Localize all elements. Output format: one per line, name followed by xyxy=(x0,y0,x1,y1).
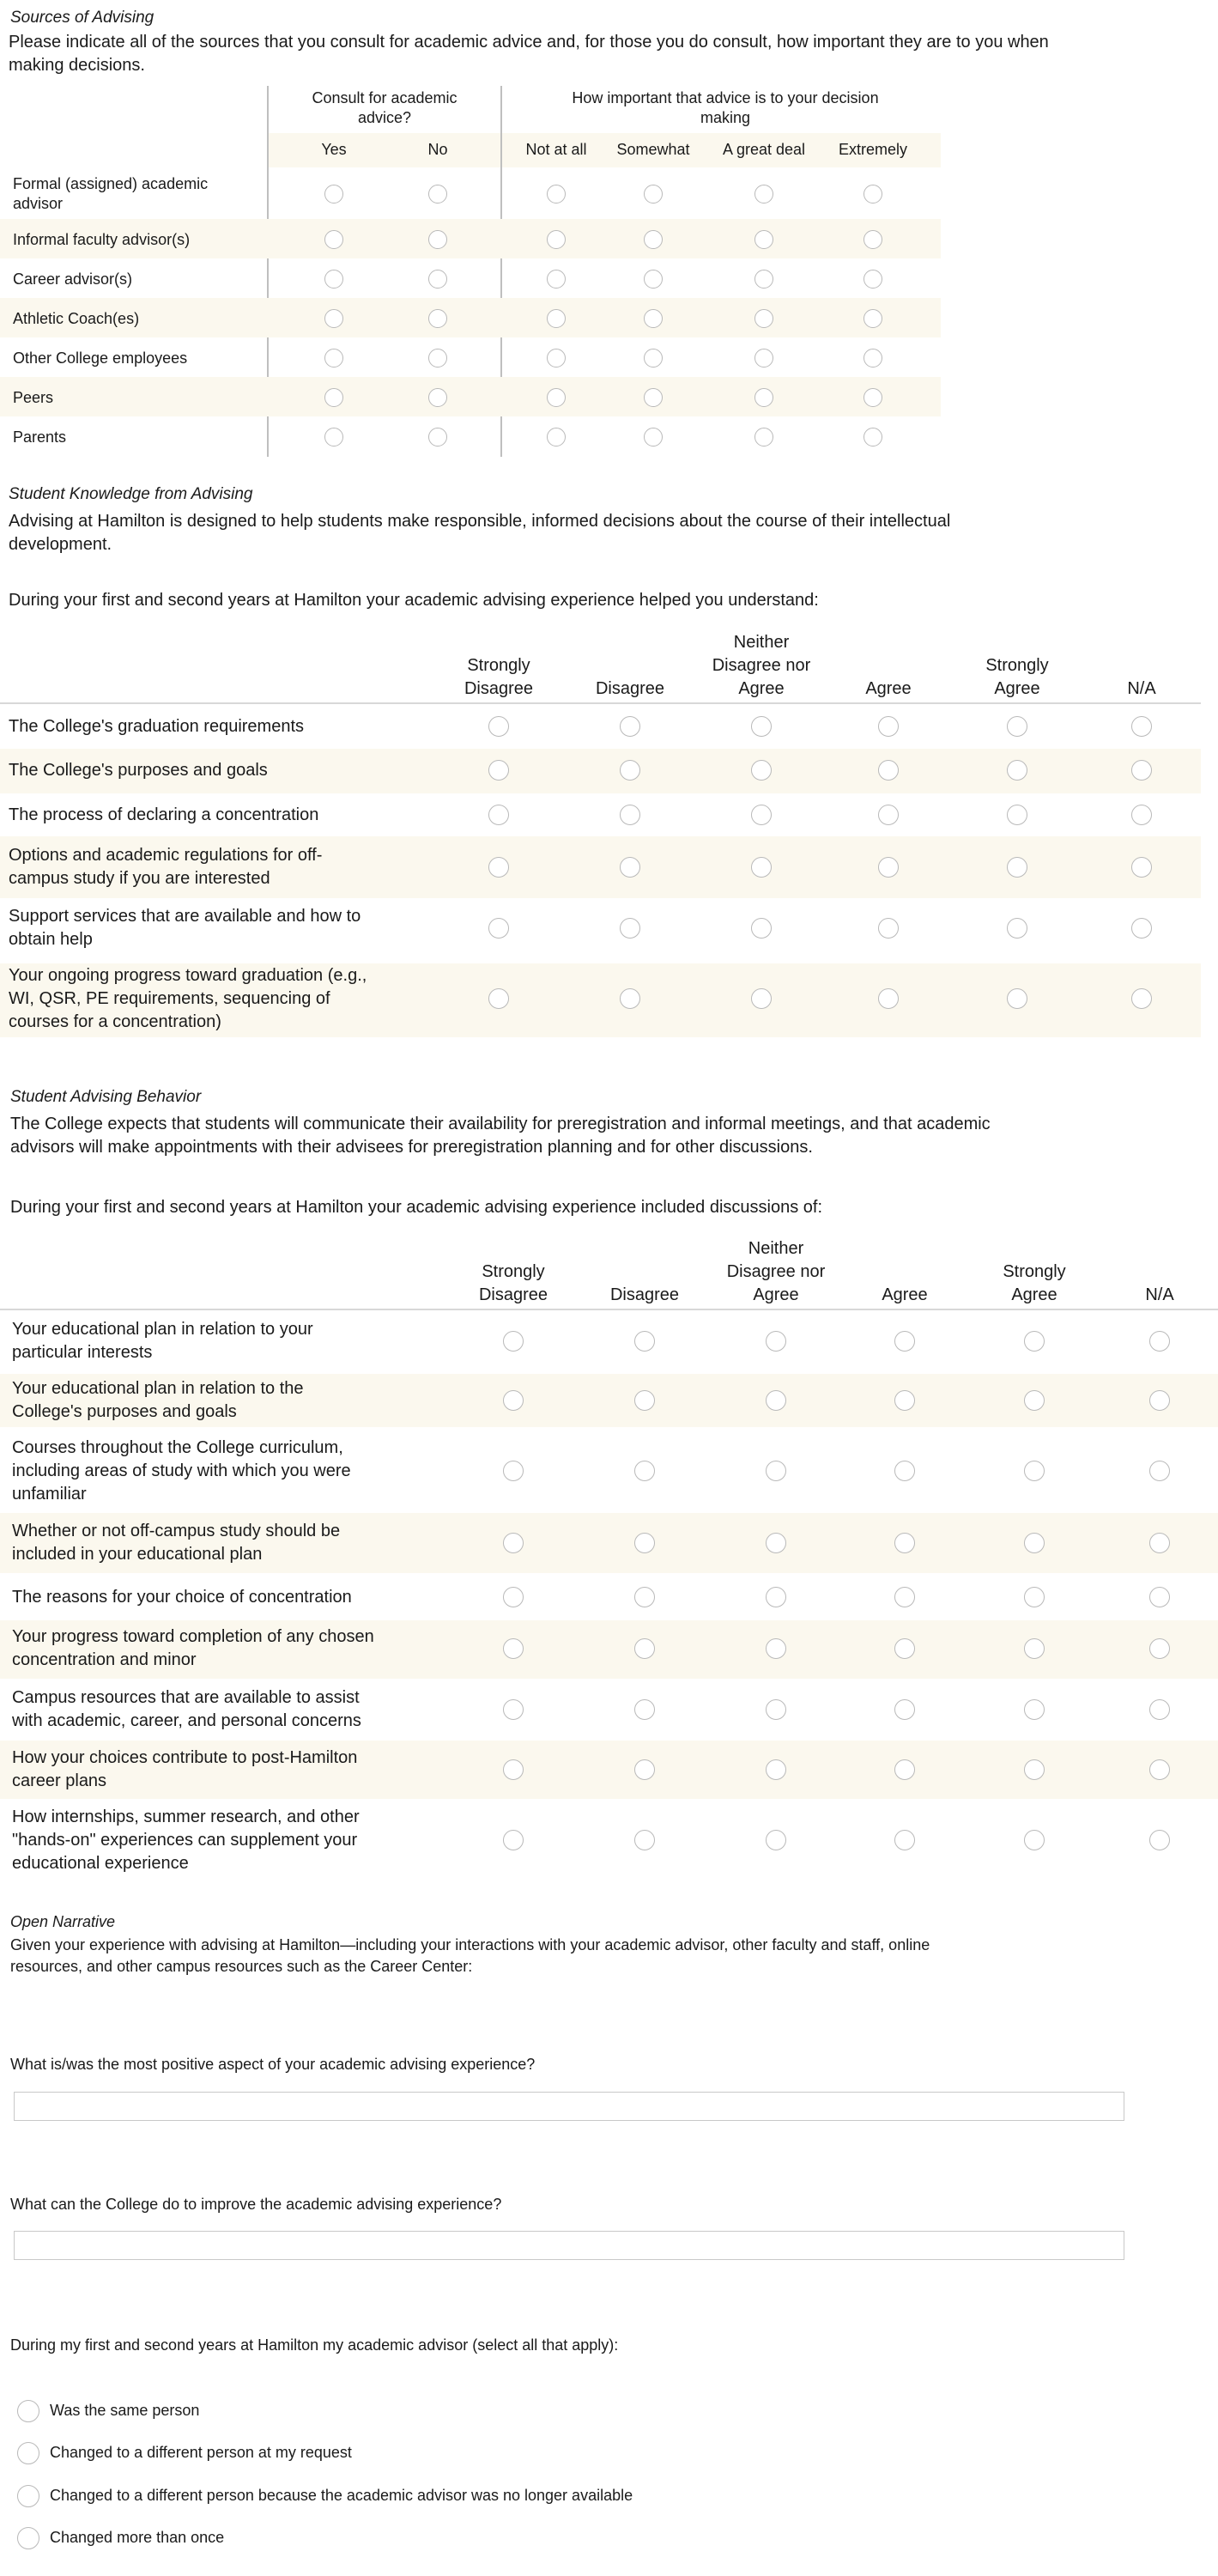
radio-button[interactable] xyxy=(878,988,899,1009)
behavior-column-header: Disagree xyxy=(609,1285,680,1304)
select-option-circle[interactable] xyxy=(17,2485,39,2507)
sources-column-header: Not at all xyxy=(525,141,587,158)
select-option-circle[interactable] xyxy=(17,2400,39,2422)
radio-button[interactable] xyxy=(1131,760,1152,781)
radio-button[interactable] xyxy=(751,760,772,781)
radio-button[interactable] xyxy=(766,1699,786,1720)
behavior-row-label: Whether or not off-campus study should be xyxy=(12,1522,341,1540)
sources-row-label: Other College employees xyxy=(13,349,188,367)
radio-button[interactable] xyxy=(1149,1461,1170,1481)
radio-button[interactable] xyxy=(1131,918,1152,939)
radio-button[interactable] xyxy=(754,185,773,204)
radio-button[interactable] xyxy=(428,428,447,447)
knowledge-prompt: During your first and second years at Hamilton your academic advising experience helped you understand: xyxy=(9,591,819,610)
advisor-change-question: During my first and second years at Hamilton my academic advisor (select all that apply): xyxy=(10,2336,619,2354)
behavior-description-line-2: advisors will make appointments with their advisees for preregistration planning and for other discussions. xyxy=(10,1138,813,1157)
radio-button[interactable] xyxy=(1007,857,1027,878)
radio-button[interactable] xyxy=(324,428,343,447)
behavior-row-label: Your educational plan in relation to your xyxy=(12,1320,313,1339)
radio-button[interactable] xyxy=(503,1699,524,1720)
select-option-label: Changed to a different person at my request xyxy=(50,2444,352,2461)
sources-column-header: Somewhat xyxy=(616,141,690,158)
radio-button[interactable] xyxy=(644,428,663,447)
radio-button[interactable] xyxy=(428,309,447,328)
behavior-row-label: Your progress toward completion of any chosen xyxy=(12,1627,374,1646)
behavior-row-label: unfamiliar xyxy=(12,1484,87,1504)
sources-row-label: Parents xyxy=(13,428,67,446)
radio-button[interactable] xyxy=(547,270,566,289)
radio-button[interactable] xyxy=(428,230,447,249)
radio-button[interactable] xyxy=(634,1331,655,1352)
knowledge-row-label: WI, QSR, PE requirements, sequencing of xyxy=(9,988,330,1008)
radio-button[interactable] xyxy=(324,230,343,249)
behavior-row-label: "hands-on" experiences can supplement your xyxy=(12,1830,358,1850)
radio-button[interactable] xyxy=(864,230,882,249)
radio-button[interactable] xyxy=(751,988,772,1009)
narrative-description-line-2: resources, and other campus resources such as the Career Center: xyxy=(10,1958,473,1975)
radio-button[interactable] xyxy=(488,805,509,825)
radio-button[interactable] xyxy=(766,1533,786,1553)
sources-description-line-1: Please indicate all of the sources that you consult for academic advice and, for those you do consult, how important they are to you when xyxy=(9,33,1049,52)
radio-button[interactable] xyxy=(324,349,343,368)
select-option-circle[interactable] xyxy=(17,2442,39,2464)
knowledge-column-header: Agree xyxy=(738,679,785,698)
radio-button[interactable] xyxy=(634,1533,655,1553)
radio-button[interactable] xyxy=(894,1390,915,1411)
row-stripe xyxy=(0,377,941,416)
knowledge-row-label: The College's purposes and goals xyxy=(9,760,268,780)
radio-button[interactable] xyxy=(1024,1331,1045,1352)
radio-button[interactable] xyxy=(894,1461,915,1481)
knowledge-description-line-1: Advising at Hamilton is designed to help students make responsible, informed decisions about the course of their intellectual xyxy=(9,512,951,531)
radio-button[interactable] xyxy=(864,185,882,204)
radio-button[interactable] xyxy=(894,1533,915,1553)
radio-button[interactable] xyxy=(1149,1587,1170,1607)
radio-button[interactable] xyxy=(894,1331,915,1352)
radio-button[interactable] xyxy=(488,857,509,878)
behavior-column-header: Agree xyxy=(882,1285,928,1304)
radio-button[interactable] xyxy=(503,1461,524,1481)
behavior-column-header: Disagree nor xyxy=(726,1262,826,1281)
radio-button[interactable] xyxy=(634,1638,655,1659)
radio-button[interactable] xyxy=(503,1331,524,1352)
radio-button[interactable] xyxy=(878,760,899,781)
knowledge-row-label: courses for a concentration) xyxy=(9,1012,221,1031)
row-stripe xyxy=(0,298,941,337)
radio-button[interactable] xyxy=(1131,716,1152,737)
radio-button[interactable] xyxy=(766,1390,786,1411)
behavior-prompt: During your first and second years at Hamilton your academic advising experience included discussions of: xyxy=(10,1198,823,1217)
behavior-row-label: particular interests xyxy=(12,1343,153,1362)
behavior-column-header: Strongly xyxy=(482,1262,545,1281)
radio-button[interactable] xyxy=(1007,988,1027,1009)
radio-button[interactable] xyxy=(894,1830,915,1850)
behavior-row-label: College's purposes and goals xyxy=(12,1402,237,1421)
behavior-column-header: N/A xyxy=(1145,1285,1174,1304)
behavior-row-label: Your educational plan in relation to the xyxy=(12,1379,304,1398)
radio-button[interactable] xyxy=(1149,1390,1170,1411)
radio-button[interactable] xyxy=(620,988,640,1009)
select-option-label: Was the same person xyxy=(50,2402,200,2419)
radio-button[interactable] xyxy=(634,1461,655,1481)
radio-button[interactable] xyxy=(503,1390,524,1411)
behavior-row-label: with academic, career, and personal concerns xyxy=(12,1711,361,1730)
behavior-row-label: The reasons for your choice of concentration xyxy=(12,1587,352,1607)
radio-button[interactable] xyxy=(1007,918,1027,939)
radio-button[interactable] xyxy=(1007,805,1027,825)
radio-button[interactable] xyxy=(878,857,899,878)
knowledge-column-header: Disagree xyxy=(595,679,665,698)
sources-row-label: Informal faculty advisor(s) xyxy=(13,231,191,248)
radio-button[interactable] xyxy=(1024,1759,1045,1780)
behavior-row-label: concentration and minor xyxy=(12,1650,197,1669)
radio-button[interactable] xyxy=(634,1390,655,1411)
radio-button[interactable] xyxy=(864,388,882,407)
radio-button[interactable] xyxy=(864,309,882,328)
sources-column-header: A great deal xyxy=(722,141,806,158)
behavior-header-rule xyxy=(0,1309,1218,1310)
behavior-column-header: Strongly xyxy=(1003,1262,1066,1281)
radio-button[interactable] xyxy=(766,1331,786,1352)
radio-button[interactable] xyxy=(620,857,640,878)
radio-button[interactable] xyxy=(751,716,772,737)
radio-button[interactable] xyxy=(547,428,566,447)
radio-button[interactable] xyxy=(1007,760,1027,781)
behavior-column-header: Disagree xyxy=(478,1285,548,1304)
positive-aspect-input[interactable] xyxy=(14,2092,1124,2121)
radio-button[interactable] xyxy=(503,1587,524,1607)
select-option-circle[interactable] xyxy=(17,2527,39,2549)
knowledge-row-label: Options and academic regulations for off- xyxy=(9,846,323,865)
knowledge-column-header: Disagree nor xyxy=(712,656,811,675)
behavior-row-label: Campus resources that are available to assist xyxy=(12,1688,360,1707)
radio-button[interactable] xyxy=(754,349,773,368)
radio-button[interactable] xyxy=(878,805,899,825)
sources-section-title: Sources of Advising xyxy=(10,9,155,27)
radio-button[interactable] xyxy=(503,1638,524,1659)
behavior-column-header: Agree xyxy=(753,1285,799,1304)
select-option-label: Changed more than once xyxy=(50,2529,225,2546)
knowledge-column-header: Strongly xyxy=(467,656,530,675)
knowledge-column-header: Disagree xyxy=(464,679,534,698)
sources-row-label-line-2: advisor xyxy=(13,195,64,212)
radio-button[interactable] xyxy=(1149,1638,1170,1659)
knowledge-column-header: Agree xyxy=(994,679,1040,698)
behavior-column-header: Neither xyxy=(748,1239,804,1258)
knowledge-row-label: Your ongoing progress toward graduation (e.g., xyxy=(9,965,367,985)
select-option-label: Changed to a different person because the academic advisor was no longer available xyxy=(50,2487,633,2504)
knowledge-column-header: Strongly xyxy=(985,656,1049,675)
behavior-row-label: How internships, summer research, and other xyxy=(12,1807,360,1826)
behavior-row-label: included in your educational plan xyxy=(12,1545,263,1564)
radio-button[interactable] xyxy=(503,1759,524,1780)
radio-button[interactable] xyxy=(1149,1759,1170,1780)
knowledge-header-rule xyxy=(0,702,1201,704)
radio-button[interactable] xyxy=(488,918,509,939)
importance-group-header-line-2: making xyxy=(700,109,751,126)
radio-button[interactable] xyxy=(1024,1461,1045,1481)
behavior-row-label: How your choices contribute to post-Hamilton xyxy=(12,1748,358,1767)
sources-row-label: Formal (assigned) academic xyxy=(13,175,209,192)
radio-button[interactable] xyxy=(754,270,773,289)
positive-aspect-question: What is/was the most positive aspect of your academic advising experience? xyxy=(10,2056,536,2073)
importance-group-header-line-1: How important that advice is to your decision xyxy=(572,89,879,106)
radio-button[interactable] xyxy=(620,716,640,737)
radio-button[interactable] xyxy=(766,1461,786,1481)
improve-question: What can the College do to improve the academic advising experience? xyxy=(10,2196,502,2213)
sources-description-line-2: making decisions. xyxy=(9,56,145,75)
consult-group-header-line-2: advice? xyxy=(357,109,412,126)
radio-button[interactable] xyxy=(1024,1533,1045,1553)
radio-button[interactable] xyxy=(620,760,640,781)
radio-button[interactable] xyxy=(634,1830,655,1850)
radio-button[interactable] xyxy=(894,1699,915,1720)
radio-button[interactable] xyxy=(324,388,343,407)
narrative-section-title: Open Narrative xyxy=(10,1913,116,1930)
improve-input[interactable] xyxy=(14,2231,1124,2260)
radio-button[interactable] xyxy=(428,270,447,289)
radio-button[interactable] xyxy=(754,309,773,328)
radio-button[interactable] xyxy=(894,1759,915,1780)
knowledge-row-label: The College's graduation requirements xyxy=(9,716,305,736)
radio-button[interactable] xyxy=(644,388,663,407)
radio-button[interactable] xyxy=(751,805,772,825)
radio-button[interactable] xyxy=(1131,988,1152,1009)
knowledge-column-header: Agree xyxy=(865,679,912,698)
radio-button[interactable] xyxy=(644,230,663,249)
behavior-column-header: Agree xyxy=(1011,1285,1057,1304)
sources-column-header: Yes xyxy=(321,141,347,158)
knowledge-row-label: The process of declaring a concentration xyxy=(9,805,319,824)
radio-button[interactable] xyxy=(754,428,773,447)
sources-row-label: Peers xyxy=(13,389,54,406)
behavior-section-title: Student Advising Behavior xyxy=(10,1088,202,1106)
radio-button[interactable] xyxy=(547,349,566,368)
sources-row-label: Career advisor(s) xyxy=(13,270,133,288)
radio-button[interactable] xyxy=(503,1830,524,1850)
radio-button[interactable] xyxy=(428,349,447,368)
knowledge-row-label: campus study if you are interested xyxy=(9,869,270,888)
radio-button[interactable] xyxy=(428,388,447,407)
radio-button[interactable] xyxy=(547,388,566,407)
radio-button[interactable] xyxy=(766,1830,786,1850)
radio-button[interactable] xyxy=(894,1587,915,1607)
radio-button[interactable] xyxy=(1149,1830,1170,1850)
radio-button[interactable] xyxy=(1007,716,1027,737)
knowledge-row-label: Support services that are available and how to xyxy=(9,907,361,926)
radio-button[interactable] xyxy=(766,1638,786,1659)
radio-button[interactable] xyxy=(751,918,772,939)
sources-column-header: Extremely xyxy=(838,141,907,158)
radio-button[interactable] xyxy=(878,918,899,939)
knowledge-column-header: N/A xyxy=(1127,679,1156,698)
knowledge-section-title: Student Knowledge from Advising xyxy=(9,485,253,503)
behavior-row-label: including areas of study with which you were xyxy=(12,1461,351,1480)
radio-button[interactable] xyxy=(878,716,899,737)
behavior-description-line-1: The College expects that students will communicate their availability for preregistration and informal meetings, and that academic xyxy=(10,1115,991,1133)
radio-button[interactable] xyxy=(488,716,509,737)
radio-button[interactable] xyxy=(324,185,343,204)
knowledge-column-header: Neither xyxy=(733,633,790,652)
radio-button[interactable] xyxy=(634,1759,655,1780)
radio-button[interactable] xyxy=(428,185,447,204)
radio-button[interactable] xyxy=(766,1759,786,1780)
radio-button[interactable] xyxy=(766,1587,786,1607)
radio-button[interactable] xyxy=(1131,805,1152,825)
radio-button[interactable] xyxy=(324,309,343,328)
radio-button[interactable] xyxy=(864,270,882,289)
knowledge-row-label: obtain help xyxy=(9,930,93,949)
radio-button[interactable] xyxy=(503,1533,524,1553)
behavior-row-label: Courses throughout the College curriculum, xyxy=(12,1437,343,1457)
radio-button[interactable] xyxy=(1024,1587,1045,1607)
radio-button[interactable] xyxy=(1149,1331,1170,1352)
consult-group-header-line-1: Consult for academic xyxy=(312,89,458,106)
radio-button[interactable] xyxy=(1024,1390,1045,1411)
narrative-description-line-1: Given your experience with advising at Hamilton—including your interactions with your academic advisor, other faculty and staff, online xyxy=(10,1936,930,1953)
knowledge-description-line-2: development. xyxy=(9,535,112,554)
radio-button[interactable] xyxy=(644,270,663,289)
radio-button[interactable] xyxy=(634,1587,655,1607)
radio-button[interactable] xyxy=(1149,1699,1170,1720)
radio-button[interactable] xyxy=(547,309,566,328)
sources-column-header: No xyxy=(427,141,448,158)
radio-button[interactable] xyxy=(864,428,882,447)
radio-button[interactable] xyxy=(620,805,640,825)
radio-button[interactable] xyxy=(488,760,509,781)
radio-button[interactable] xyxy=(547,230,566,249)
radio-button[interactable] xyxy=(894,1638,915,1659)
radio-button[interactable] xyxy=(751,857,772,878)
radio-button[interactable] xyxy=(324,270,343,289)
radio-button[interactable] xyxy=(754,230,773,249)
radio-button[interactable] xyxy=(1149,1533,1170,1553)
radio-button[interactable] xyxy=(547,185,566,204)
radio-button[interactable] xyxy=(644,309,663,328)
radio-button[interactable] xyxy=(644,349,663,368)
radio-button[interactable] xyxy=(1024,1830,1045,1850)
radio-button[interactable] xyxy=(620,918,640,939)
radio-button[interactable] xyxy=(1024,1638,1045,1659)
behavior-row-label: educational experience xyxy=(12,1853,189,1873)
radio-button[interactable] xyxy=(864,349,882,368)
radio-button[interactable] xyxy=(644,185,663,204)
radio-button[interactable] xyxy=(488,988,509,1009)
sources-row-label: Athletic Coach(es) xyxy=(13,310,140,327)
radio-button[interactable] xyxy=(754,388,773,407)
radio-button[interactable] xyxy=(1024,1699,1045,1720)
radio-button[interactable] xyxy=(634,1699,655,1720)
radio-button[interactable] xyxy=(1131,857,1152,878)
behavior-row-label: career plans xyxy=(12,1771,107,1790)
